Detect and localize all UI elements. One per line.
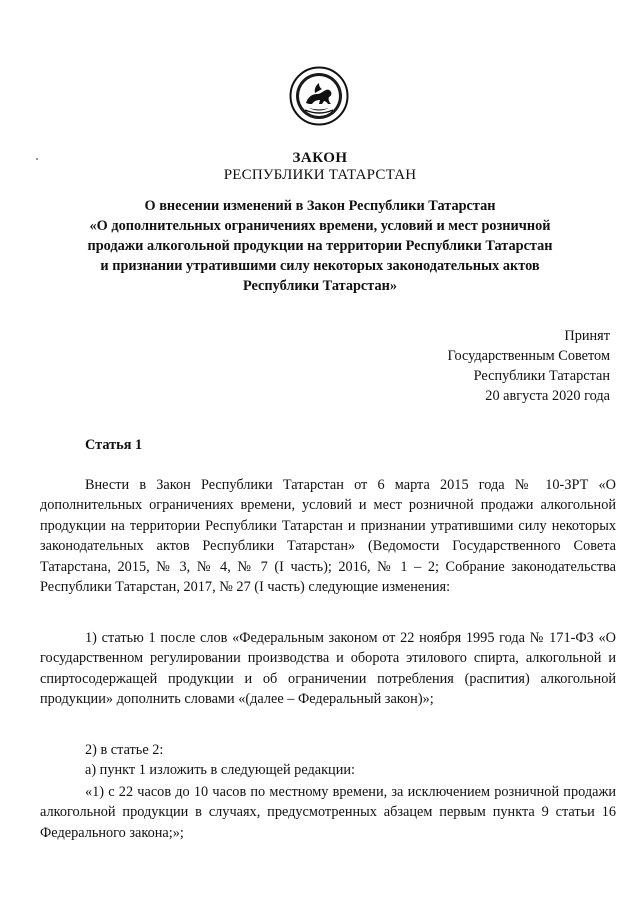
adoption-date: 20 августа 2020 года — [485, 388, 610, 404]
law-subject — [0, 196, 640, 296]
paragraph: «1) с 22 часов до 10 часов по местному времени, за исключением розничной продажи алкогольной продукции в случаях, предусмотренных абзацем первым пункта 9 статьи 16 Федерального закона;»; — [40, 784, 616, 841]
adoption-line: Принят — [564, 328, 610, 344]
subject-line: и признании утратившими силу некоторых законодательных актов — [100, 258, 540, 274]
subject-line: продажи алкогольной продукции на территории Республики Татарстан — [87, 238, 553, 254]
paragraph: 1) статью 1 после слов «Федеральным законом от 22 ноября 1995 года № 171-ФЗ «О государственном регулировании производства и оборота этилового спирта, алкогольной и спиртосодержащей продукции и об ограничении потребления (распития) алкогольной продукции» дополнить словами «(далее – Федеральный закон)»; — [40, 630, 616, 708]
subject-line: «О дополнительных ограничениях времени, условий и мест розничной — [89, 218, 551, 234]
paragraph: Внести в Закон Республики Татарстан от 6 марта 2015 года № 10-ЗРТ «О дополнительных ограничениях времени, условий и мест розничной продажи алкогольной продукции на территории Республики Татарстан и признании утратившими силу некоторых законодательных актов Республики Татарстан» (Ведомости Государственного Совета Татарстана, 2015, № 3, № 4, № 7 (I часть); 2016, № 1 – 2; Собрание законодательства Республики Татарстан, 2017, № 27 (I часть) следующие изменения: — [40, 477, 616, 596]
article-title: Статья 1 — [85, 437, 143, 453]
issuer: РЕСПУБЛИКИ ТАТАРСТАН — [223, 167, 417, 183]
subject-line: Республики Татарстан» — [242, 278, 398, 294]
paragraph: а) пункт 1 изложить в следующей редакции: — [85, 762, 355, 778]
document-type: ЗАКОН — [292, 150, 348, 166]
subject-line: О внесении изменений в Закон Республики Татарстан — [144, 198, 496, 214]
paragraph: 2) в статье 2: — [85, 742, 164, 758]
coat-of-arms-of-tatarstan-icon — [289, 66, 349, 126]
adoption-block — [447, 326, 610, 406]
adoption-line: Республики Татарстан — [473, 368, 610, 384]
adoption-line: Государственным Советом — [447, 348, 610, 364]
